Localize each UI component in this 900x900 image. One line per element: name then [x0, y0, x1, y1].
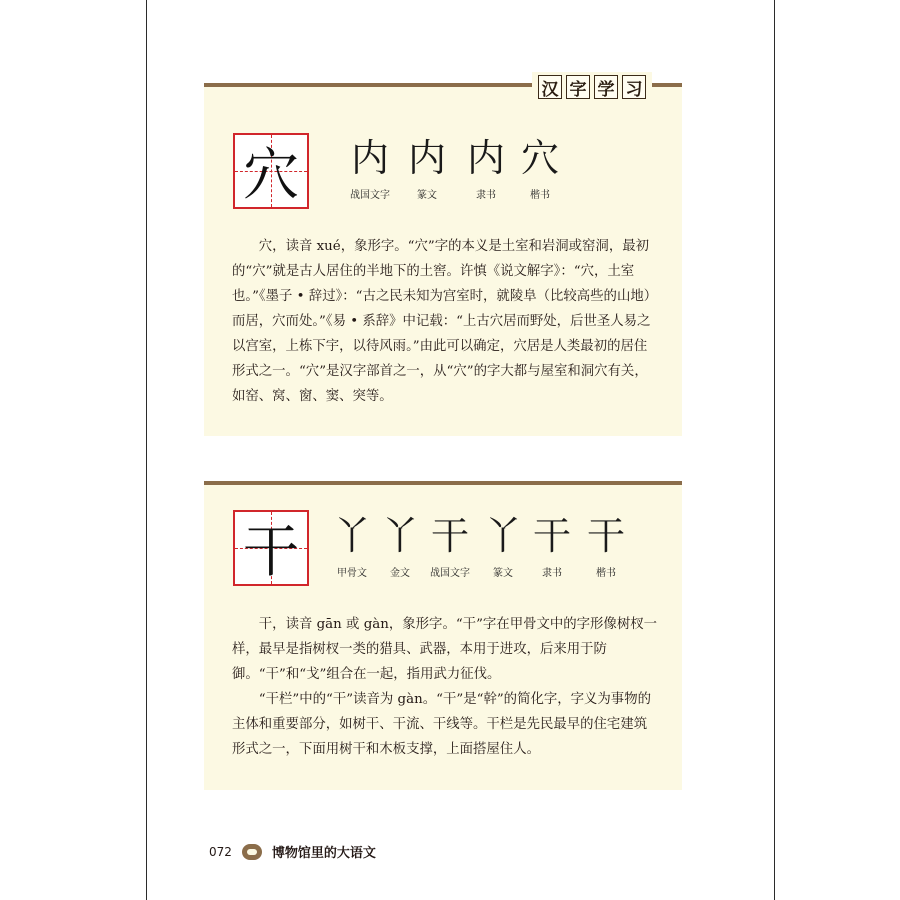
script-form	[481, 514, 525, 579]
script-form	[338, 136, 402, 201]
script-label: 楷书	[530, 190, 550, 201]
script-form	[424, 514, 476, 579]
book-logo-icon	[242, 844, 262, 860]
page-footer	[209, 842, 376, 861]
header-char: 习	[622, 75, 646, 99]
script-label: 隶书	[542, 568, 562, 579]
header-char: 学	[594, 75, 618, 99]
paragraph: 干，读音 gān 或 gàn，象形字。“干”字在甲骨文中的字形像树杈一样，最早是指树杈一类的猎具、武器，本用于进攻，后来用于防御。“干”和“戈”组合在一起，指用武力征伐。	[232, 617, 657, 682]
script-form	[404, 136, 450, 201]
script-form	[460, 136, 512, 201]
main-character: 干	[243, 520, 299, 585]
character-box	[233, 133, 309, 209]
description-xue	[232, 234, 660, 409]
script-label: 战国文字	[350, 190, 390, 201]
script-label: 甲骨文	[337, 568, 367, 579]
script-form	[516, 136, 564, 201]
paragraph: “干栏”中的“干”读音为 gàn。“干”是“幹”的简化字，字义为事物的主体和重要部分，如树干、干流、干线等。干栏是先民最早的住宅建筑形式之一，下面用树干和木板支撑，上面搭屋住人。	[232, 692, 651, 757]
section-divider	[204, 481, 682, 485]
description-gan	[232, 612, 660, 762]
script-glyph: 内	[350, 136, 389, 180]
book-title: 博物馆里的大语文	[271, 846, 376, 861]
script-label: 战国文字	[430, 568, 470, 579]
script-glyph: 干	[430, 514, 469, 558]
page-right-edge	[774, 0, 775, 900]
script-label: 金文	[390, 568, 410, 579]
script-glyph: 内	[407, 136, 446, 180]
script-form	[330, 514, 374, 579]
main-character: 穴	[243, 143, 299, 208]
script-glyph: 干	[532, 514, 571, 558]
script-form	[378, 514, 422, 579]
script-glyph: 丫	[483, 514, 522, 558]
script-glyph: 丫	[380, 514, 419, 558]
script-glyph: 穴	[520, 136, 559, 180]
script-glyph: 内	[466, 136, 505, 180]
script-form	[530, 514, 574, 579]
script-glyph: 干	[586, 514, 625, 558]
script-label: 篆文	[493, 568, 513, 579]
character-box	[233, 510, 309, 586]
header-char: 汉	[538, 75, 562, 99]
header-char: 字	[566, 75, 590, 99]
paragraph: 穴，读音 xué，象形字。“穴”字的本义是土室和岩洞或窑洞，最初的“穴”就是古人居住的半地下的土窖。许慎《说文解字》：“穴，土室也。”《墨子 • 辞过》：“古之民未知为宫室时，就陵阜（比较高些的山地）而居，穴而处。”《易 • 系辞》中记载：“上古穴居而野处，后世圣人易之以宫室，上栋下宇，以待风雨。”由此可以确定，穴居是人类最初的居住形式之一。“穴”是汉字部首之一，从“穴”的字大都与屋室和洞穴有关，如窑、窝、窗、窦、突等。	[232, 239, 658, 404]
script-label: 楷书	[596, 568, 616, 579]
script-label: 篆文	[417, 190, 437, 201]
section-header-tag	[532, 72, 652, 102]
script-label: 隶书	[476, 190, 496, 201]
page-left-edge	[146, 0, 147, 900]
script-glyph: 丫	[332, 514, 371, 558]
page-number: 072	[209, 844, 232, 859]
script-form	[584, 514, 628, 579]
